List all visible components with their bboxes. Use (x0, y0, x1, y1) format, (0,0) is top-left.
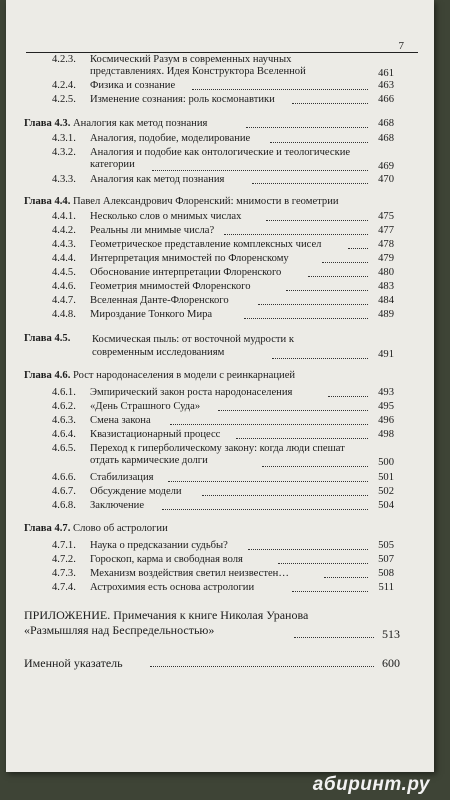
toc-entry (52, 253, 394, 265)
toc-entry-number: 4.4.6. (52, 281, 76, 292)
toc-entry-page: 484 (378, 295, 394, 306)
dot-leader (294, 637, 374, 638)
toc-chapter (24, 370, 394, 382)
toc-entry-number: 4.7.3. (52, 568, 76, 579)
chapter-label: Глава 4.7. (24, 523, 71, 534)
toc-entry (52, 309, 394, 321)
toc-entry-title: Механизм воздействия светил неизвестен… (90, 568, 289, 579)
toc-entry-page: 468 (378, 118, 394, 129)
dot-leader (286, 290, 368, 291)
dot-leader (322, 262, 368, 263)
toc-entry-title: Обсуждение модели (90, 486, 182, 497)
dot-leader (308, 276, 368, 277)
toc-entry (52, 54, 394, 80)
page-number: 7 (398, 40, 404, 52)
toc-entry-title: Мироздание Тонкого Мира (90, 309, 213, 320)
dot-leader (272, 358, 368, 359)
toc-entry-page: 502 (378, 486, 394, 497)
toc-entry-page: 478 (378, 239, 394, 250)
dot-leader (292, 103, 368, 104)
toc-entry-title: Смена закона (90, 415, 151, 426)
appendix-title: Именной указатель (24, 656, 123, 670)
toc-entry-page: 461 (378, 68, 394, 79)
toc-entry-number: 4.4.2. (52, 225, 76, 236)
toc-entry (52, 472, 394, 484)
toc-entry-page: 505 (378, 540, 394, 551)
toc-entry-page: 495 (378, 401, 394, 412)
toc-entry-title: Изменение сознания: роль космонавтики (90, 94, 275, 105)
dot-leader (258, 304, 368, 305)
dot-leader (324, 577, 368, 578)
dot-leader (252, 183, 368, 184)
toc-entry (52, 486, 394, 498)
toc-appendix (24, 608, 400, 640)
dot-leader (162, 509, 368, 510)
toc-entry-page: 504 (378, 500, 394, 511)
toc-chapter (24, 196, 394, 208)
toc-entry-number: 4.6.5. (52, 443, 76, 454)
toc-entry-page: 507 (378, 554, 394, 565)
chapter-label: Глава 4.6. (24, 370, 71, 381)
toc-entry (52, 443, 394, 469)
chapter-title: Рост народонаселения в модели с реинкарнацией (73, 370, 296, 381)
toc-entry-page: 511 (378, 582, 394, 593)
toc-entry-title: Стабилизация (90, 472, 154, 483)
toc-chapter (24, 118, 394, 130)
chapter-title: Павел Александрович Флоренский: мнимости в геометрии (73, 196, 339, 207)
toc-entry-page: 489 (378, 309, 394, 320)
toc-entry-page: 466 (378, 94, 394, 105)
toc-entry-page: 468 (378, 133, 394, 144)
toc-entry (52, 281, 394, 293)
toc-entry-page: 513 (382, 627, 400, 641)
toc-entry-title: Геометрия мнимостей Флоренского (90, 281, 251, 292)
toc-entry-number: 4.4.4. (52, 253, 76, 264)
dot-leader (246, 127, 368, 128)
toc-entry-page: 479 (378, 253, 394, 264)
toc-entry-page: 463 (378, 80, 394, 91)
dot-leader (224, 234, 368, 235)
toc-entry-number: 4.2.3. (52, 54, 76, 65)
toc-entry (52, 211, 394, 223)
toc-entry (52, 415, 394, 427)
chapter-title: Аналогия как метод познания (73, 118, 208, 129)
toc-entry-page: 491 (378, 349, 394, 360)
toc-entry-number: 4.6.2. (52, 401, 76, 412)
toc-entry-page: 508 (378, 568, 394, 579)
toc-entry-page: 477 (378, 225, 394, 236)
toc-entry (52, 80, 394, 92)
toc-entry-title: Интерпретация мнимостей по Флоренскому (90, 253, 289, 264)
toc-entry (52, 147, 394, 173)
toc-entry-title: Астрохимия есть основа астрологии (90, 582, 255, 593)
toc-entry-page: 501 (378, 472, 394, 483)
dot-leader (266, 220, 368, 221)
dot-leader (192, 89, 368, 90)
toc-entry-title: Физика и сознание (90, 80, 176, 91)
toc-entry-number: 4.3.3. (52, 174, 76, 185)
toc-entry (52, 267, 394, 279)
dot-leader (292, 591, 368, 592)
toc-entry (52, 554, 394, 566)
toc-entry-number: 4.6.1. (52, 387, 76, 398)
chapter-title: Космическая пыль: от восточной мудрости к современным исследованиям (92, 334, 295, 358)
toc-entry (52, 239, 394, 251)
toc-entry-number: 4.3.1. (52, 133, 76, 144)
toc-entry-number: 4.6.8. (52, 500, 76, 511)
toc-entry-title: Геометрическое представление комплексных чисел (90, 239, 322, 250)
chapter-label: Глава 4.3. (24, 118, 71, 129)
toc-entry-number: 4.6.3. (52, 415, 76, 426)
toc-entry-title: Наука о предсказании судьбы? (90, 540, 228, 551)
toc-entry (52, 225, 394, 237)
toc-entry-number: 4.7.2. (52, 554, 76, 565)
toc-entry-page: 496 (378, 415, 394, 426)
toc-entry (52, 500, 394, 512)
toc-chapter (24, 333, 394, 361)
toc-entry-page: 483 (378, 281, 394, 292)
toc-entry-title: Квазистационарный процесс (90, 429, 221, 440)
toc-entry-page: 475 (378, 211, 394, 222)
book-page (6, 0, 434, 772)
toc-entry-number: 4.7.4. (52, 582, 76, 593)
header-rule (26, 52, 418, 53)
dot-leader (152, 170, 368, 171)
toc-entry-page: 493 (378, 387, 394, 398)
toc-entry-number: 4.2.5. (52, 94, 76, 105)
toc-entry (52, 401, 394, 413)
dot-leader (328, 396, 368, 397)
toc-entry-title: Обоснование интерпретации Флоренского (90, 267, 282, 278)
dot-leader (244, 318, 368, 319)
toc-entry-number: 4.3.2. (52, 147, 76, 158)
chapter-label: Глава 4.4. (24, 196, 71, 207)
dot-leader (168, 481, 368, 482)
toc-entry (52, 568, 394, 580)
toc-entry-title: Переход к гиперболическому закону: когда люди спешат отдать кармические долги (90, 443, 345, 466)
toc-chapter (24, 523, 394, 535)
dot-leader (348, 248, 368, 249)
toc-entry (52, 582, 394, 594)
dot-leader (150, 666, 374, 667)
toc-entry-title: Аналогия, подобие, моделирование (90, 133, 251, 144)
dot-leader (262, 466, 368, 467)
toc-entry-title: Аналогия и подобие как онтологические и теологические категории (90, 147, 351, 170)
toc-entry-number: 4.4.3. (52, 239, 76, 250)
toc-entry-title: Космический Разум в современных научных представлениях. Идея Конструктора Вселенной (90, 54, 306, 77)
toc-entry (52, 174, 394, 186)
toc-entry-title: Аналогия как метод познания (90, 174, 225, 185)
toc-entry (52, 540, 394, 552)
toc-entry (52, 94, 394, 106)
toc-entry-number: 4.4.8. (52, 309, 76, 320)
dot-leader (202, 495, 368, 496)
toc-entry-page: 480 (378, 267, 394, 278)
toc-entry-page: 600 (382, 656, 400, 670)
toc-entry-title: Вселенная Данте-Флоренского (90, 295, 229, 306)
toc-entry-number: 4.6.6. (52, 472, 76, 483)
toc-entry-number: 4.4.1. (52, 211, 76, 222)
toc-entry-number: 4.6.4. (52, 429, 76, 440)
appendix-title: ПРИЛОЖЕНИЕ. Примечания к книге Николая Уранова «Размышляя над Беспредельностью» (24, 608, 309, 637)
toc-entry-page: 470 (378, 174, 394, 185)
toc-entry-title: Несколько слов о мнимых числах (90, 211, 242, 222)
chapter-title: Слово об астрологии (73, 523, 168, 534)
toc-entry-title: «День Страшного Суда» (90, 401, 201, 412)
toc-entry-page: 500 (378, 457, 394, 468)
toc-entry-number: 4.4.7. (52, 295, 76, 306)
toc-entry-title: Реальны ли мнимые числа? (90, 225, 215, 236)
toc-entry (52, 429, 394, 441)
toc-entry-title: Эмпирический закон роста народонаселения (90, 387, 293, 398)
toc-entry-number: 4.4.5. (52, 267, 76, 278)
toc-entry-number: 4.2.4. (52, 80, 76, 91)
dot-leader (278, 563, 368, 564)
dot-leader (170, 424, 368, 425)
dot-leader (218, 410, 368, 411)
toc-entry (52, 295, 394, 307)
watermark-logo: абиринт.ру (312, 774, 430, 795)
toc-entry (52, 133, 394, 145)
toc-entry-page: 469 (378, 161, 394, 172)
toc-entry-title: Заключение (90, 500, 145, 511)
dot-leader (270, 142, 368, 143)
toc-entry-page: 498 (378, 429, 394, 440)
toc-entry-number: 4.6.7. (52, 486, 76, 497)
toc-entry (52, 387, 394, 399)
toc-entry-title: Гороскоп, карма и свободная воля (90, 554, 243, 565)
dot-leader (236, 438, 368, 439)
chapter-label: Глава 4.5. (24, 333, 71, 344)
toc-appendix (24, 657, 400, 669)
dot-leader (248, 549, 368, 550)
toc-entry-number: 4.7.1. (52, 540, 76, 551)
